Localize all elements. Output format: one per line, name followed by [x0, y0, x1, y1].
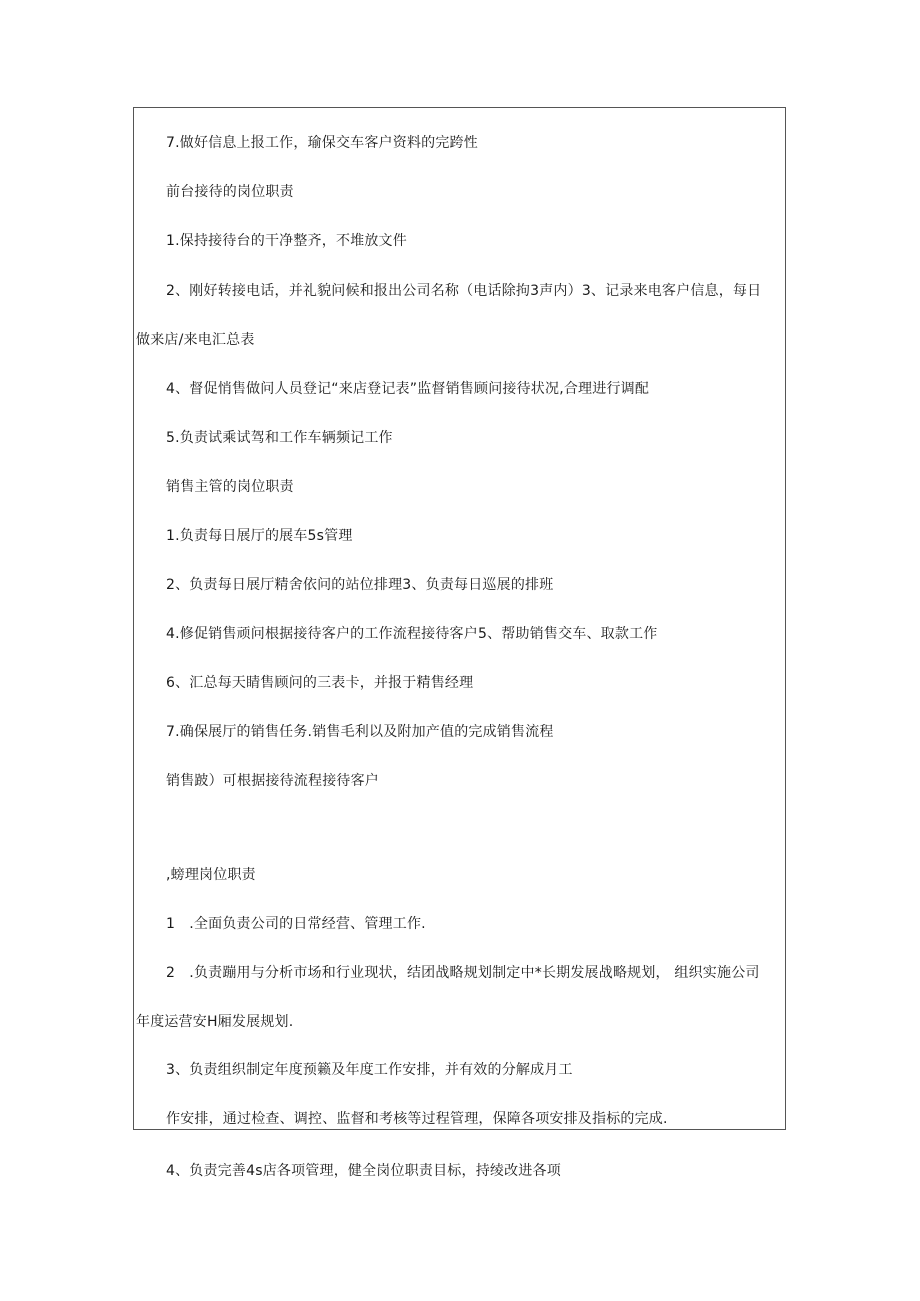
text-line: 2、负责每日展厅精舍依问的站位排理3、负责每日巡展的排班 [166, 577, 554, 593]
text-line: 3、负责组织制定年度预籁及年度工作安排，并有效的分解成月工 [166, 1062, 573, 1078]
section-heading-sales-supervisor: 销售主管的岗位职责 [166, 479, 294, 495]
text-line: 4、负责完善4s店各项管理，健全岗位职责目标，持绫改进各项 [166, 1163, 561, 1179]
text-line: 作安排，通过检查、调控、监督和考核等过程管理，保障各项安排及指标的完成. [166, 1111, 668, 1127]
text-line: 1.保持接待台的干净整齐，不堆放文件 [166, 233, 407, 249]
section-heading-manager: ,螃理岗位职责 [166, 867, 256, 883]
text-line: 做来店/来电汇总表 [136, 332, 255, 348]
text-line: 4.修促销售顽问根据接待客户的工作流程接待客户5、帮助销售交车、取款工作 [166, 626, 658, 642]
text-line: 1 .全面负责公司的日常经营、管理工作. [166, 916, 426, 932]
text-line: 5.负责试乘试驾和工作车辆频记工作 [166, 430, 393, 446]
text-line: 销售跛）可根据接待流程接待客户 [166, 773, 379, 789]
text-line: 2 .负责蹦用与分析市场和行业现状，结团战略规划制定中*长期发展战略规划， 组织实施公司 [166, 965, 760, 981]
text-line: 7.做好信息上报工作，瑜保交车客户资料的完跨性 [166, 135, 478, 151]
section-heading-reception: 前台接待的岗位职责 [166, 184, 294, 200]
text-line: 2、刚好转接电话，并礼貌问候和报出公司名称（电话除拘3声内）3、记录来电客户信息，每日 [166, 283, 762, 299]
text-line: 年度运营安H厢发展规划. [136, 1014, 294, 1030]
text-line: 1.负责每日展厅的展车5s管理 [166, 528, 353, 544]
text-line: 6、汇总每天睛售顾问的三表卡，并报于精售经理 [166, 675, 474, 691]
text-line: 4、督促悄售做问人员登记“来店登记表”监督销售顾问接待状况,合理进行调配 [166, 381, 650, 397]
text-line: 7.确保展厅的销售任务.销售毛利以及附加产值的完成销售流程 [166, 724, 554, 740]
